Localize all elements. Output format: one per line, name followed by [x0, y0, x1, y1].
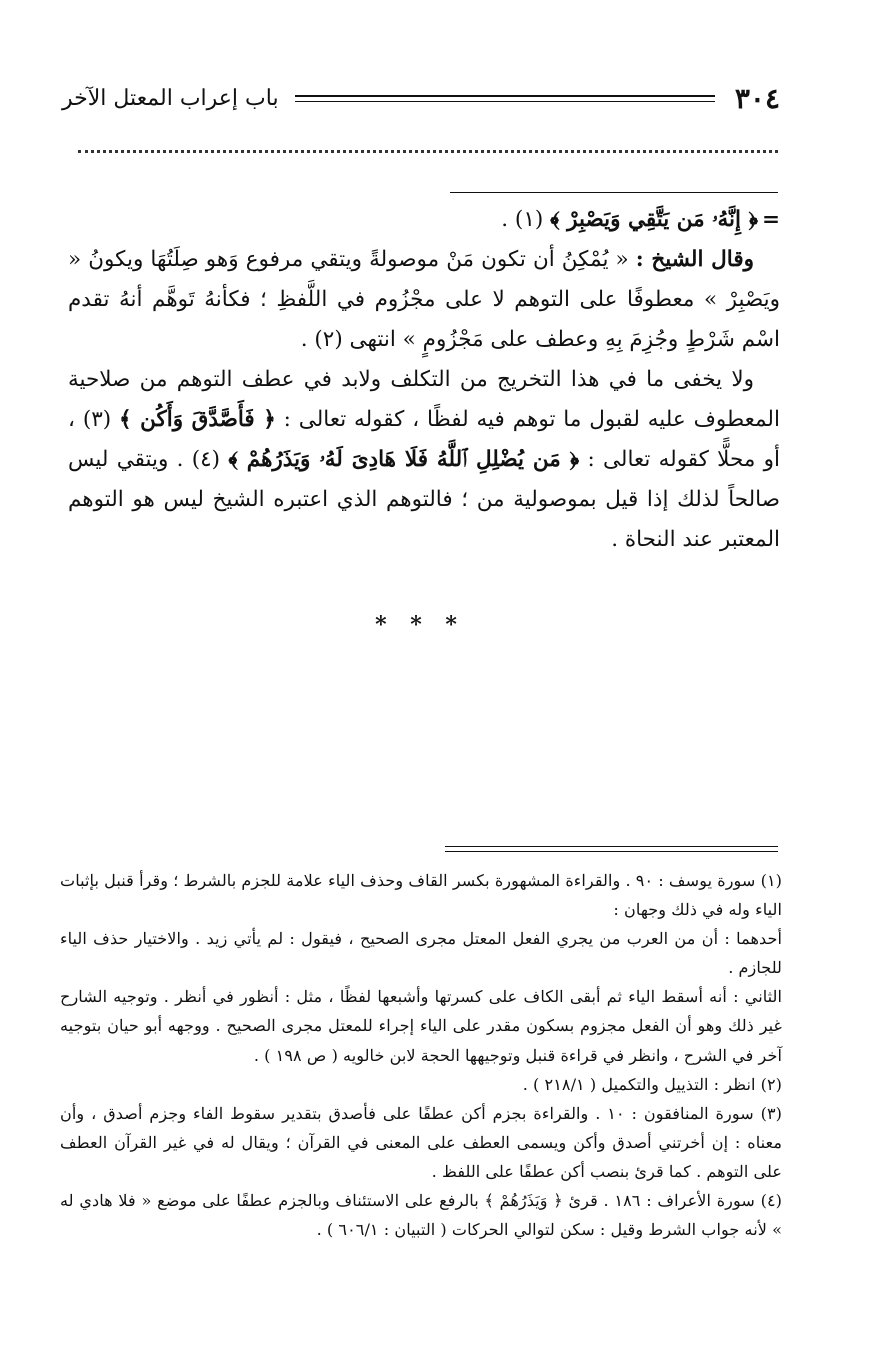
main-text	[68, 200, 780, 560]
quran-verse-2: ﴿ فَأَصَّدَّقَ وَأَكُن ﴾	[119, 407, 276, 432]
paragraph-1	[68, 240, 780, 360]
footnote-rule	[445, 846, 778, 852]
speaker-label: وقال الشيخ :	[635, 247, 755, 272]
footnote-1: (١) سورة يوسف : ٩٠ . والقراءة المشهورة بكسر القاف وحذف الياء علامة للجزم بالشرط ؛ وقرأ قنبل بإثبات الياء وله في ذلك وجهان :	[60, 871, 782, 920]
footnotes	[60, 866, 782, 1244]
paragraph-1-text: « يُمْكِنُ أن تكون مَنْ موصولةً ويتقي مرفوع وَهو صِلَتُهَا ويكونُ « ويَصْبِرْ » معطوفًا على التوهم لا على مجْزُوم في اللَّفظِ ؛ فكأنهُ تَوهَّم أنهُ تقدم اسْم شَرْطٍ وجُزِمَ بِهِ وعطف على مَجْزُومٍ » انتهى (٢) .	[68, 247, 780, 352]
quran-verse: ﴿ إِنَّهُۥ مَن يَتَّقِي وَيَصْبِرْ ﴾	[550, 207, 758, 232]
paragraph-2-part-b: (٣) ، أو محلًّا كقوله تعالى :	[68, 407, 781, 472]
paragraph-2-part-c: (٤) . ويتقي ليس صالحاً لذلك إذا قيل بموصولية من ؛ فالتوهم الذي اعتبره الشيخ ليس هو التوهم المعتبر عند النحاة .	[68, 447, 780, 552]
section-separator: * * *	[375, 612, 465, 638]
paragraph-2	[68, 360, 780, 560]
verse-reference: (١) .	[501, 207, 551, 232]
footnote-2: (٢) انظر : التذييل والتكميل ( ٢١٨/١ ) .	[522, 1074, 782, 1094]
page-number: ٣٠٤	[734, 81, 780, 115]
quran-verse-3: ﴿ مَن يُضْلِلِ ٱللَّهُ فَلَا هَادِىَ لَهُۥ وَيَذَرُهُمْ ﴾	[228, 447, 580, 472]
page-header	[62, 78, 780, 118]
dotted-separator	[78, 150, 778, 153]
paragraph-2-part-a: ولا يخفى ما في هذا التخريج من التكلف ولابد في عطف التوهم من صلاحية المعطوف عليه لقبول ما توهم فيه لفظًا ، كقوله تعالى :	[68, 367, 780, 432]
footnote-1-second-view: الثاني : أنه أسقط الياء ثم أبقى الكاف على كسرتها وأشبعها لفظًا ، مثل : أنظور في أنظر . وتوجيه الشارح غير ذلك وهو أن الفعل مجزوم بسكون مقدر على الياء إجراء للمعتل مجرى الصحيح . ووجهه أبو حيان بتوجيه آخر في الشرح ، وانظر في قراءة قنبل وتوجيهها الحجة لابن خالويه ( ص ١٩٨ ) .	[60, 987, 782, 1065]
footnote-3: (٣) سورة المنافقون : ١٠ . والقراءة بجزم أكن عطفًا على فأصدق بتقدير سقوط الفاء وجزم أصدق ، وأن معناه : إن أخرتني أصدق وأكن ويسمى العطف على المعنى في القرآن ؛ ويقال له في غير القرآن العطف على التوهم . كما قرئ بنصب أكن عطفًا على اللفظ .	[60, 1103, 782, 1181]
continuation-rule	[450, 192, 778, 193]
header-rule	[295, 95, 715, 102]
chapter-title: باب إعراب المعتل الآخر	[62, 85, 279, 111]
continuation-mark: =	[761, 207, 780, 232]
footnote-1-first-view: أحدهما : أن من العرب من يجري الفعل المعتل مجرى الصحيح ، فيقول : لم يأتي زيد . والاختيار حذف الياء للجازم .	[60, 929, 782, 978]
footnote-4: (٤) سورة الأعراف : ١٨٦ . قرئ ﴿ وَيَذَرُهُمْ ﴾ بالرفع على الاستئناف وبالجزم عطفًا على موضع « فلا هادي له » لأنه جواب الشرط وقيل : سكن لتوالي الحركات ( التبيان : ٦٠٦/١ ) .	[60, 1191, 782, 1240]
verse-line	[68, 200, 780, 240]
